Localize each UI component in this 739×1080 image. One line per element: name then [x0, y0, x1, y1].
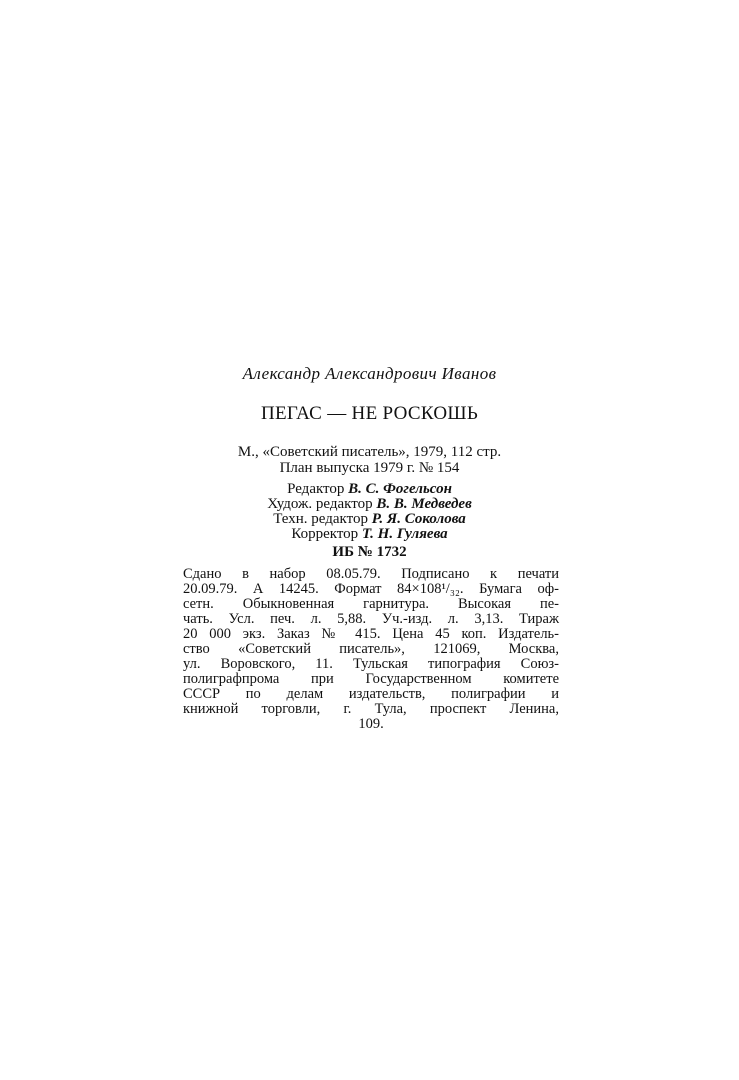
imprint-line: сетн. Обыкновенная гарнитура. Высокая пе- — [183, 596, 559, 612]
imprint-line: Сдано в набор 08.05.79. Подписано к печати — [183, 566, 559, 582]
imprint-line: 20 000 экз. Заказ № 415. Цена 45 коп. Издатель- — [183, 626, 559, 642]
imprint-line: чать. Усл. печ. л. 5,88. Уч.-изд. л. 3,13. Тираж — [183, 611, 559, 627]
imprint-block — [183, 567, 559, 732]
imprint-line: ство «Советский писатель», 121069, Москва, — [183, 641, 559, 657]
author-name: Александр Александрович Иванов — [242, 364, 497, 383]
credit-person: В. С. Фогельсон — [348, 481, 452, 497]
imprint-line: полиграфпрома при Государственном комитете — [183, 671, 559, 687]
credit-role: Корректор — [291, 526, 359, 542]
imprint-last-line: 109. — [358, 716, 384, 732]
credit-role: Худож. редактор — [267, 496, 373, 512]
credit-person: Р. Я. Соколова — [371, 511, 466, 527]
imprint-line: СССР по делам издательств, полиграфии и — [183, 686, 559, 702]
publication-info: М., «Советский писатель», 1979, 112 стр. — [237, 444, 502, 460]
credit-tech-editor — [0, 512, 739, 527]
credit-art-editor — [0, 497, 739, 512]
credits-block — [0, 482, 739, 542]
book-title: ПЕГАС — НЕ РОСКОШЬ — [260, 403, 479, 424]
credit-role: Редактор — [287, 481, 345, 497]
credit-person: Т. Н. Гуляева — [361, 526, 448, 542]
publication-plan: План выпуска 1979 г. № 154 — [279, 460, 460, 476]
credit-person: В. В. Медведев — [376, 496, 472, 512]
credit-role: Техн. редактор — [273, 511, 368, 527]
ib-number: ИБ № 1732 — [332, 544, 407, 560]
credit-editor — [0, 482, 739, 497]
imprint-line: книжной торговли, г. Тула, проспект Ленина, — [183, 701, 559, 717]
credit-proofreader — [0, 527, 739, 542]
imprint-line: ул. Воровского, 11. Тульская типография Союз- — [183, 656, 559, 672]
imprint-line: 20.09.79. А 14245. Формат 84×108¹/₃₂. Бумага оф- — [183, 581, 559, 597]
